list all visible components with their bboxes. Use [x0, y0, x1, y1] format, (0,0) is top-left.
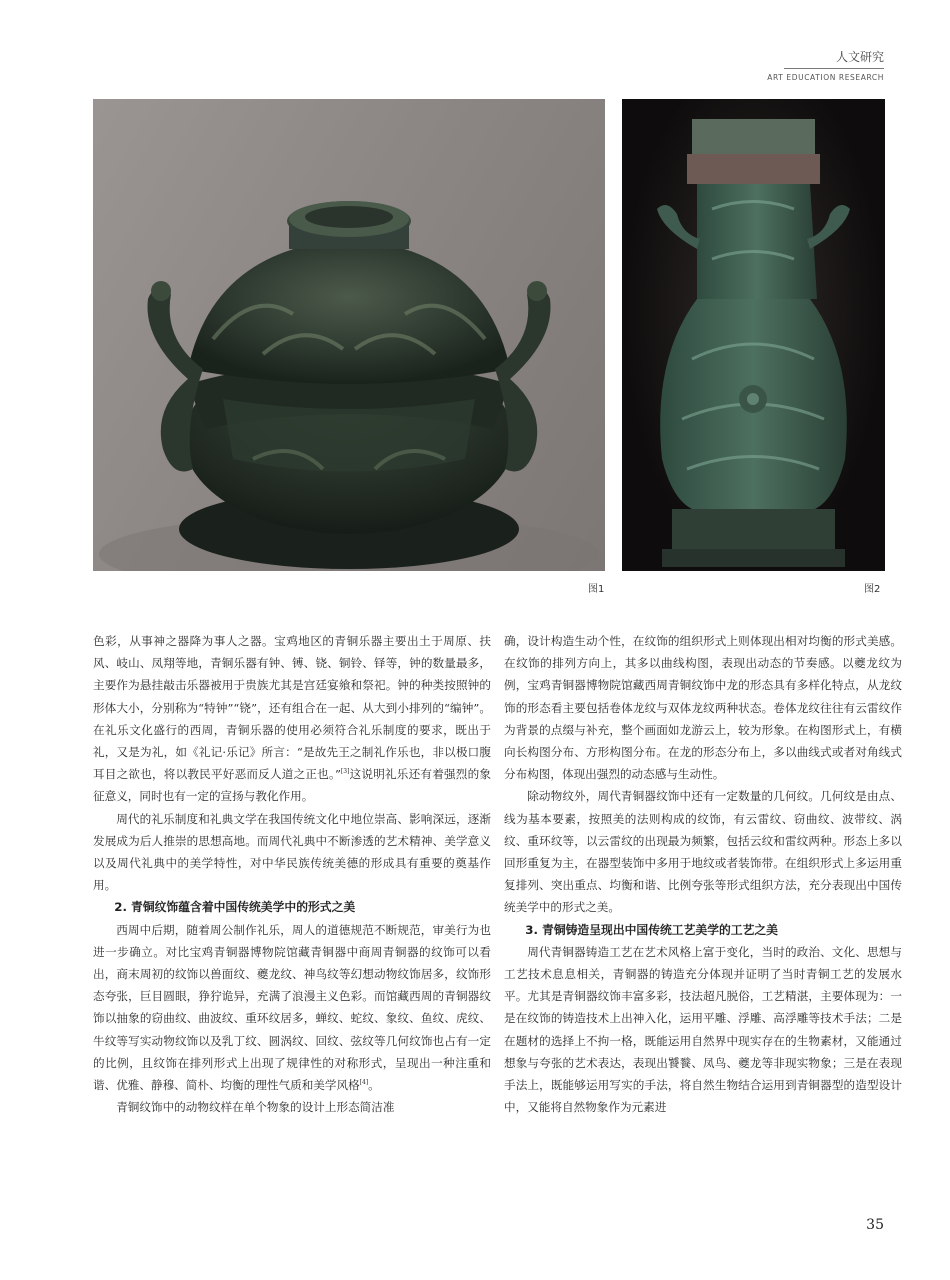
figure-1-caption: 图1	[588, 584, 605, 595]
section-heading: 3. 青铜铸造呈现出中国传统工艺美学的工艺之美	[525, 922, 778, 937]
figure-1-bronze-gui-photo	[93, 99, 605, 571]
citation-ref: [3]	[340, 768, 350, 776]
paragraph: 周代的礼乐制度和礼典文学在我国传统文化中地位崇高、影响深远，逐渐发展成为后人推崇的思想高地。而周代礼典中不断渗透的艺术精神、美学意义以及周代礼典中的美学特性，对中华民族传统美德的形成具有重要的奠基作用。	[93, 811, 491, 893]
journal-title-cn: 人文研究	[835, 50, 884, 64]
header-rule	[784, 68, 884, 69]
citation-ref: [4]	[359, 1079, 369, 1087]
journal-title-en: ART EDUCATION RESEARCH	[767, 73, 884, 82]
left-text-column	[93, 630, 491, 1118]
bronze-gui-illustration	[93, 99, 605, 571]
paragraph-text: 西周中后期，随着周公制作礼乐，周人的道德规范不断规范，审美行为也进一步确立。对比宝鸡青铜器博物院馆藏青铜器中商周青铜器的纹饰可以看出，商末周初的纹饰以兽面纹、夔龙纹、神鸟纹等幻想动物纹饰居多，纹饰形态夸张，巨目圆眼，狰狞诡异，充满了浪漫主义色彩。而馆藏西周的青铜器纹饰以抽象的窃曲纹、曲波纹、重环纹居多，蝉纹、蛇纹、象纹、鱼纹、虎纹、牛纹等写实动物纹饰以及乳丁纹、圆涡纹、回纹、弦纹等几何纹饰也占有一定的比例，且纹饰在排列形式上出现了规律性的对称形式，呈现出一种注重和谐、优雅、静穆、简朴、均衡的理性气质和美学风格	[93, 922, 491, 1093]
paragraph-text: 色彩，从事神之器降为事人之器。宝鸡地区的青铜乐器主要出土于周原、扶风、岐山、凤翔等地，青铜乐器有钟、镈、铙、铜铃、铎等，钟的数量最多，主要作为悬挂敲击乐器被用于贵族尤其是宫廷宴飨和祭祀。钟的种类按照钟的形体大小，分别称为“特钟”“铙”，还有组合在一起、从大到小排列的“编钟”。在礼乐文化盛行的西周，青铜乐器的使用必须符合礼乐制度的要求，既出于礼，又是为礼，如《礼记·乐记》所言：“是故先王之制礼作乐也，非以极口腹耳目之欲也，将以教民平好恶而反人道之正也。”	[93, 634, 491, 782]
figure-2-bronze-hu-photo	[622, 99, 885, 571]
paragraph-text: 这说明礼乐还有着强烈的象征意义，同时也有一定的宣扬与教化作用。	[93, 767, 491, 804]
paragraph	[93, 630, 491, 808]
section-heading: 2. 青铜纹饰蕴含着中国传统美学中的形式之美	[114, 900, 356, 915]
figure-2-caption: 图2	[864, 584, 881, 595]
right-text-column	[504, 630, 902, 1118]
paragraph: 确，设计构造生动个性，在纹饰的组织形式上则体现出相对均衡的形式美感。在纹饰的排列方向上，其多以曲线构图，表现出动态的节奏感。以夔龙纹为例，宝鸡青铜器博物院馆藏西周青铜纹饰中龙的形态具有多样化特点，从龙纹饰的形态看主要包括卷体龙纹与双体龙纹两种状态。卷体龙纹往往有云雷纹作为背景的点缀与补充，整个画面如龙游云上，较为形象。在构图形式上，有横向长构图分布、方形构图分布。在龙的形态分布上，多以曲线式或者对角线式分布构图，体现出强烈的动态感与生动性。	[504, 634, 902, 782]
running-header	[654, 48, 884, 82]
paragraph: 周代青铜器铸造工艺在艺术风格上富于变化，当时的政治、文化、思想与工艺技术息息相关，青铜器的铸造充分体现并证明了当时青铜工艺的发展水平。尤其是青铜器纹饰丰富多彩，技法超凡脱俗，工艺精湛，主要体现为：一是在纹饰的铸造技术上出神入化，运用平雕、浮雕、高浮雕等技术手法；二是在题材的选择上不拘一格，既能运用自然界中现实存在的生物素材，又能通过想象与夸张的艺术表达，表现出饕餮、凤鸟、夔龙等非现实物象；三是在表现手法上，既能够运用写实的手法，将自然生物结合运用到青铜器型的造型设计中，又能将自然物象作为元素进	[504, 944, 902, 1115]
paragraph	[93, 919, 491, 1097]
paragraph: 除动物纹外，周代青铜器纹饰中还有一定数量的几何纹。几何纹是由点、线为基本要素，按照美的法则构成的纹饰，有云雷纹、窃曲纹、波带纹、涡纹、重环纹等，以云雷纹的出现最为频繁，包括云纹和雷纹两种。形态上多以回形重复为主，在器型装饰中多用于地纹或者装饰带。在组织形式上多运用重复排列、突出重点、均衡和谐、比例夸张等形式组织方法，充分表现出中国传统美学中的形式之美。	[504, 789, 902, 915]
paragraph-text: 。	[368, 1078, 380, 1093]
paragraph: 青铜纹饰中的动物纹样在单个物象的设计上形态简洁准	[116, 1100, 395, 1115]
bronze-hu-illustration	[622, 99, 885, 571]
page-number: 35	[866, 1217, 884, 1233]
